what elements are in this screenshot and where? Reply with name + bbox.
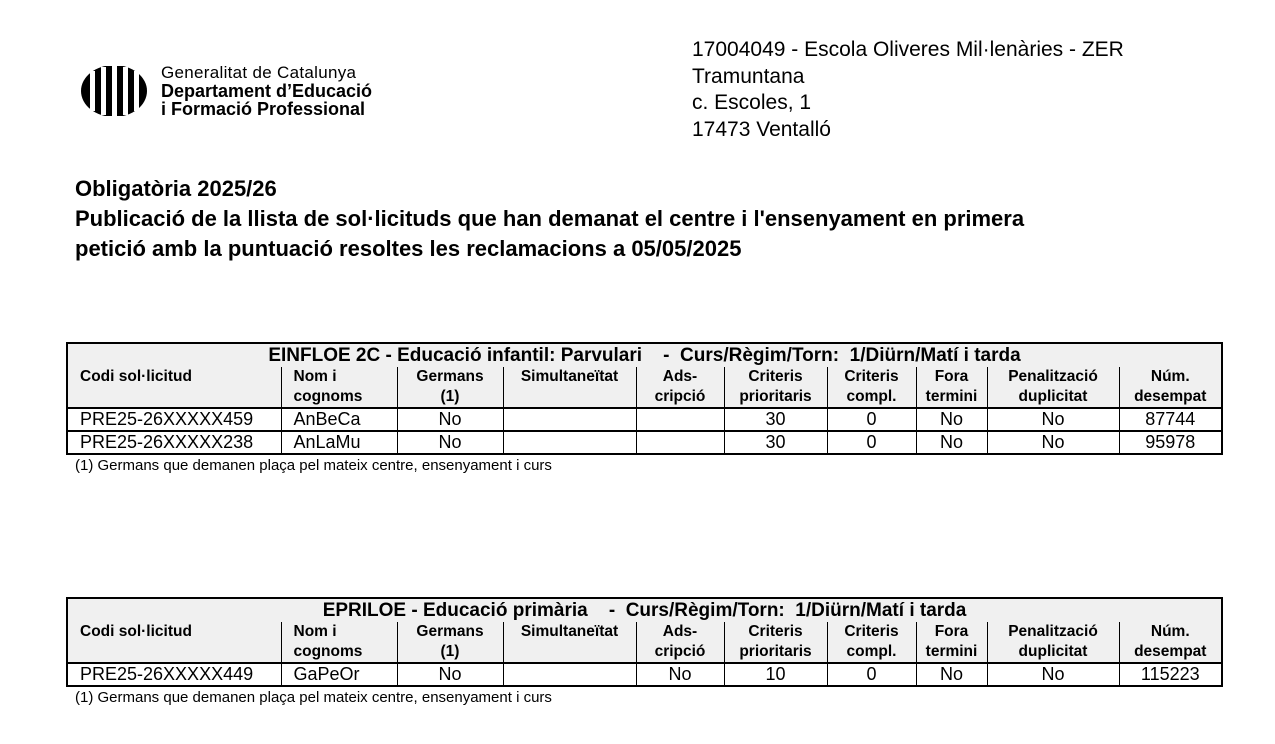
column-header: Criteris prioritaris [724, 367, 827, 408]
generalitat-logo [79, 63, 479, 119]
column-header: Codi sol·licitud [67, 622, 281, 663]
title-description-2: petició amb la puntuació resoltes les reclamacions a 05/05/2025 [75, 236, 742, 261]
table-cell: PRE25-26XXXXX459 [67, 408, 281, 431]
table-cell: 115223 [1119, 663, 1222, 686]
footnote: (1) Germans que demanen plaça pel mateix centre, ensenyament i curs [75, 457, 552, 474]
school-city: 17473 Ventalló [692, 117, 831, 141]
section-header: EINFLOE 2C - Educació infantil: Parvulari - Curs/Règim/Torn: 1/Diürn/Matí i tarda [67, 343, 1222, 367]
column-header: Germans (1) [397, 367, 503, 408]
table-cell [636, 408, 724, 431]
table-cell: AnBeCa [281, 408, 397, 431]
table-row [67, 431, 1222, 454]
section-header: EPRILOE - Educació primària - Curs/Règim/Torn: 1/Diürn/Matí i tarda [67, 598, 1222, 622]
table-cell: No [916, 408, 987, 431]
column-header: Núm. desempat [1119, 622, 1222, 663]
table-cell [636, 431, 724, 454]
logo-department-text: Departament d’Educació [161, 81, 373, 101]
column-header: Codi sol·licitud [67, 367, 281, 408]
table-row [67, 663, 1222, 686]
table-cell: 10 [724, 663, 827, 686]
column-header: Criteris compl. [827, 367, 916, 408]
column-header: Penalització duplicitat [987, 622, 1119, 663]
table-cell [503, 408, 636, 431]
table-row [67, 408, 1222, 431]
table-cell: No [397, 408, 503, 431]
school-address-block [692, 37, 1124, 143]
title-description: Publicació de la llista de sol·licituds que han demanat el centre i l'ensenyament en primera [75, 206, 1025, 231]
column-header: Germans (1) [397, 622, 503, 663]
results-section [66, 597, 1221, 706]
table-cell: No [987, 408, 1119, 431]
results-table [66, 342, 1223, 455]
column-header: Fora termini [916, 367, 987, 408]
table-cell: No [987, 431, 1119, 454]
column-header: Criteris compl. [827, 622, 916, 663]
table-cell: 30 [724, 408, 827, 431]
column-header: Fora termini [916, 622, 987, 663]
results-section [66, 342, 1221, 474]
table-cell: No [987, 663, 1119, 686]
column-header: Simultaneïtat [503, 622, 636, 663]
table-cell: PRE25-26XXXXX449 [67, 663, 281, 686]
school-street: c. Escoles, 1 [692, 91, 812, 114]
column-header: Nom i cognoms [281, 622, 397, 663]
table-cell: No [397, 663, 503, 686]
column-header: Nom i cognoms [281, 367, 397, 408]
column-header: Penalització duplicitat [987, 367, 1119, 408]
document-title [75, 174, 1024, 264]
table-cell: 0 [827, 431, 916, 454]
school-name: 17004049 - Escola Oliveres Mil·lenàries - ZER [692, 38, 1124, 61]
logo-generalitat-text: Generalitat de Catalunya [161, 63, 357, 82]
table-cell: No [636, 663, 724, 686]
table-cell: No [916, 431, 987, 454]
column-header: Ads- cripció [636, 367, 724, 408]
column-header: Ads- cripció [636, 622, 724, 663]
logo-department-text-2: i Formació Professional [161, 99, 366, 119]
table-cell: 95978 [1119, 431, 1222, 454]
column-header-row [67, 622, 1222, 663]
table-cell: No [916, 663, 987, 686]
column-header-row [67, 367, 1222, 408]
table-cell: GaPeOr [281, 663, 397, 686]
table-cell: 0 [827, 663, 916, 686]
column-header: Criteris prioritaris [724, 622, 827, 663]
table-cell: No [397, 431, 503, 454]
table-cell: AnLaMu [281, 431, 397, 454]
table-cell: 87744 [1119, 408, 1222, 431]
results-table [66, 597, 1223, 687]
title-year: Obligatòria 2025/26 [75, 176, 277, 201]
catalan-senyera-emblem-icon [79, 63, 149, 119]
school-zer: Tramuntana [692, 64, 805, 88]
table-cell [503, 431, 636, 454]
table-cell: PRE25-26XXXXX238 [67, 431, 281, 454]
column-header: Núm. desempat [1119, 367, 1222, 408]
column-header: Simultaneïtat [503, 367, 636, 408]
table-cell: 0 [827, 408, 916, 431]
table-cell: 30 [724, 431, 827, 454]
table-cell [503, 663, 636, 686]
footnote: (1) Germans que demanen plaça pel mateix centre, ensenyament i curs [75, 689, 552, 706]
